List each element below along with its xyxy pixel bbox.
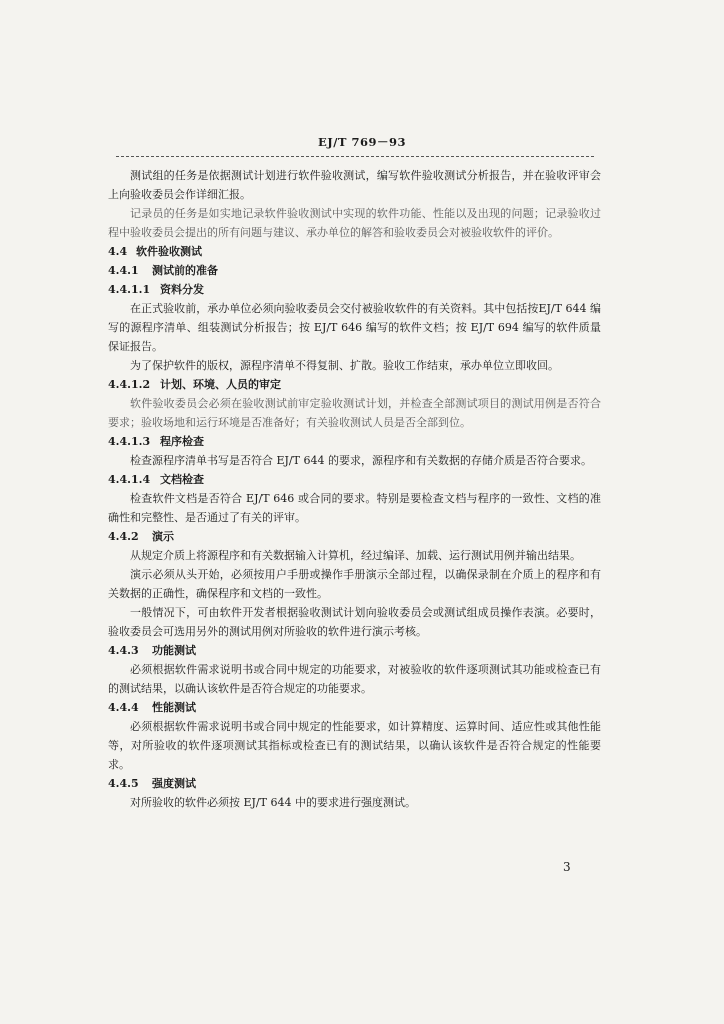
section-title: 程序检查: [160, 435, 204, 448]
paragraph: 从规定介质上将源程序和有关数据输入计算机，经过编译、加载、运行测试用例并输出结果。: [130, 549, 581, 562]
section-title: 功能测试: [152, 644, 196, 657]
section-number: 4.4: [108, 245, 128, 258]
section-number: 4.4.1.3: [108, 435, 151, 448]
paragraph: 检查软件文档是否符合 EJ/T 646 或合同的要求。特别是要检查文档与程序的一致性、文档的准确性和完整性、是否通过了有关的评审。: [108, 492, 601, 524]
section-title: 文档检查: [160, 473, 204, 486]
section-heading: [108, 641, 601, 660]
paragraph: 一般情况下，可由软件开发者根据验收测试计划向验收委员会或测试组成员操作表演。必要时，验收委员会可选用另外的测试用例对所验收的软件进行演示考核。: [108, 606, 601, 638]
section-number: 4.4.5: [108, 777, 139, 790]
section-heading: [108, 261, 601, 280]
paragraph: 对所验收的软件必须按 EJ/T 644 中的要求进行强度测试。: [130, 796, 416, 809]
paragraph: 软件验收委员会必须在验收测试前审定验收测试计划，并检查全部测试项目的测试用例是否符合要求；验收场地和运行环境是否准备好；有关验收测试人员是否全部到位。: [108, 397, 601, 429]
section-heading: [108, 242, 601, 261]
section-number: 4.4.3: [108, 644, 139, 657]
section-heading: [108, 470, 601, 489]
standard-code-header: EJ/T 769－93: [318, 135, 406, 149]
section-number: 4.4.1.2: [108, 378, 151, 391]
section-number: 4.4.1.1: [108, 283, 151, 296]
section-title: 强度测试: [152, 777, 196, 790]
header-divider: [116, 156, 594, 157]
section-title: 软件验收测试: [136, 245, 202, 258]
section-heading: [108, 774, 601, 793]
section-title: 测试前的准备: [152, 264, 218, 277]
paragraph: 测试组的任务是依据测试计划进行软件验收测试，编写软件验收测试分析报告，并在验收评审会上向验收委员会作详细汇报。: [108, 169, 601, 201]
section-title: 资料分发: [160, 283, 204, 296]
body-text: [108, 166, 601, 812]
paragraph: 必须根据软件需求说明书或合同中规定的功能要求，对被验收的软件逐项测试其功能或检查已有的测试结果，以确认该软件是否符合规定的功能要求。: [108, 663, 601, 695]
section-heading: [108, 698, 601, 717]
section-heading: [108, 432, 601, 451]
section-heading: [108, 375, 601, 394]
section-title: 演示: [152, 530, 174, 543]
paragraph: 为了保护软件的版权，源程序清单不得复制、扩散。验收工作结束，承办单位立即收回。: [130, 359, 559, 372]
section-title: 性能测试: [152, 701, 196, 714]
paragraph: 演示必须从头开始，必须按用户手册或操作手册演示全部过程，以确保录制在介质上的程序和有关数据的正确性，确保程序和文档的一致性。: [108, 568, 601, 600]
page-number: 3: [563, 860, 571, 874]
paragraph: 记录员的任务是如实地记录软件验收测试中实现的软件功能、性能以及出现的问题；记录验收过程中验收委员会提出的所有问题与建议、承办单位的解答和验收委员会对被验收软件的评价。: [108, 207, 601, 239]
section-number: 4.4.4: [108, 701, 139, 714]
paragraph: 在正式验收前，承办单位必须向验收委员会交付被验收软件的有关资料。其中包括按EJ/T 644 编写的源程序清单、组装测试分析报告；按 EJ/T 646 编写的软件文档；按 EJ/T 694 编写的软件质量保证报告。: [108, 302, 601, 353]
section-number: 4.4.1.4: [108, 473, 151, 486]
section-heading: [108, 527, 601, 546]
paragraph: 必须根据软件需求说明书或合同中规定的性能要求，如计算精度、运算时间、适应性或其他性能等，对所验收的软件逐项测试其指标或检查已有的测试结果，以确认该软件是否符合规定的性能要求。: [108, 720, 601, 771]
section-heading: [108, 280, 601, 299]
section-number: 4.4.1: [108, 264, 139, 277]
section-title: 计划、环境、人员的审定: [160, 378, 281, 391]
paragraph: 检查源程序清单书写是否符合 EJ/T 644 的要求，源程序和有关数据的存储介质是否符合要求。: [130, 454, 592, 467]
section-number: 4.4.2: [108, 530, 139, 543]
